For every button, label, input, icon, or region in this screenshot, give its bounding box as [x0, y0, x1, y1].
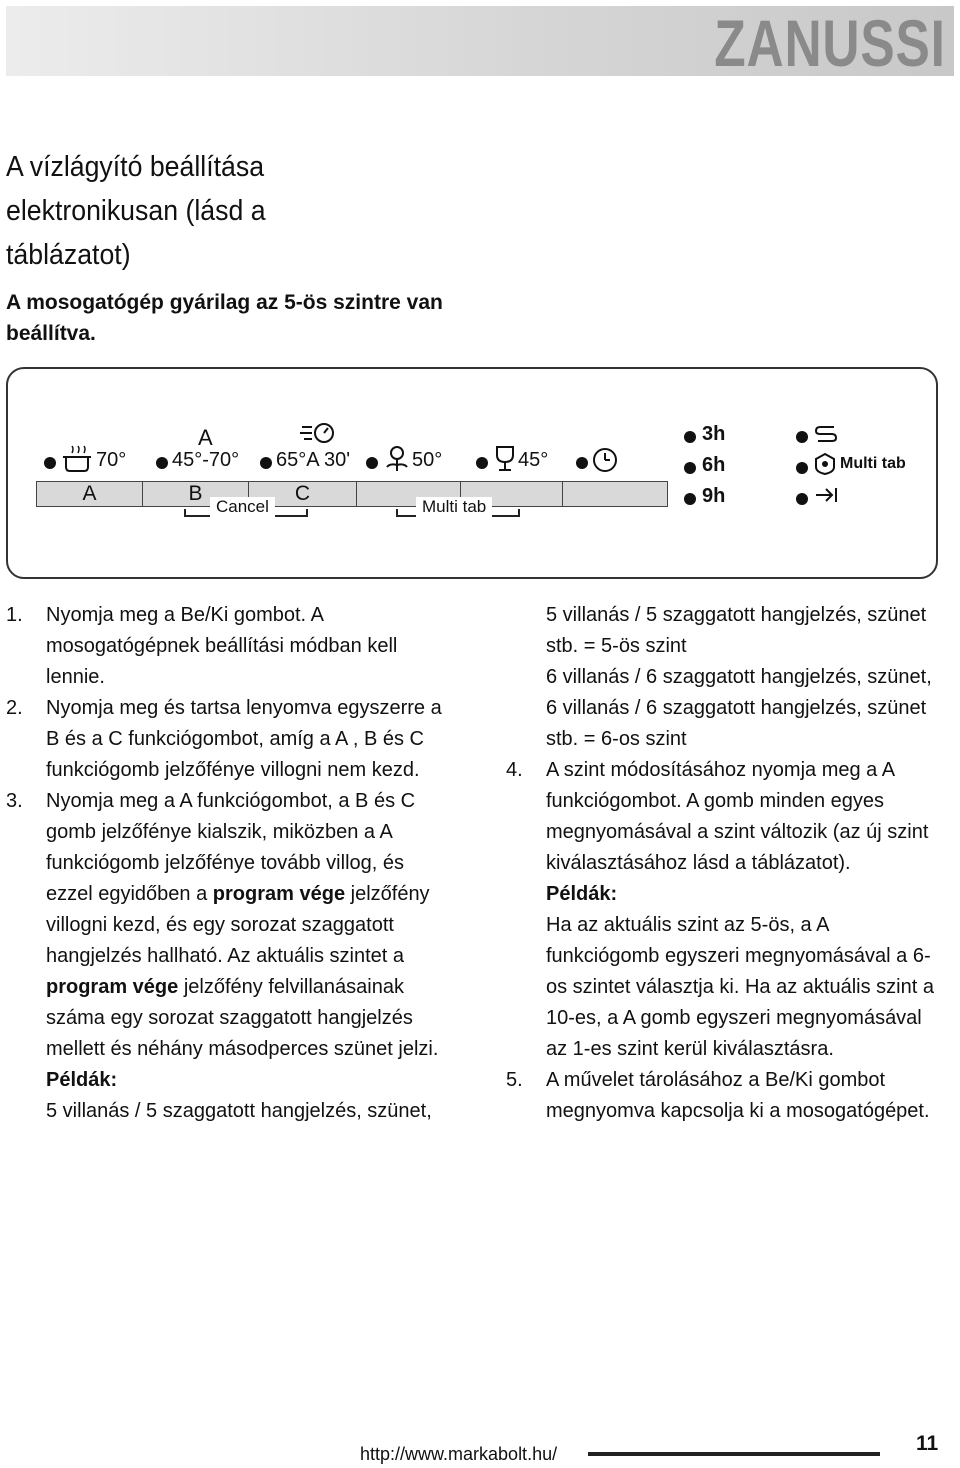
program-end-term: program vége: [212, 883, 346, 905]
temp-70-label: 70°: [96, 449, 127, 471]
list-number: 2.: [6, 697, 23, 719]
temp-65-30-label: 65°A 30': [276, 449, 351, 471]
function-button-a[interactable]: A: [37, 482, 143, 506]
list-item-text: A szint módosításához nyomja meg a A funkciógombot. A gomb minden egyes megnyomásával a szint változik (az új szint kiválasztásához lásd a táblázatot).: [546, 759, 929, 874]
right-column: [506, 600, 942, 1127]
indicator-dot: [684, 431, 696, 443]
list-item: [6, 786, 446, 1127]
multi-tab-icon: [814, 452, 836, 476]
multi-tab-indicator-label: Multi tab: [840, 455, 906, 472]
glass-icon: [494, 445, 516, 473]
letter-a-label: A: [198, 425, 213, 450]
list-item: [506, 1065, 942, 1127]
list-number: 3.: [6, 790, 23, 812]
program-end-term: program vége: [46, 976, 179, 998]
footer-url: http://www.markabolt.hu/: [360, 1444, 558, 1464]
list-item-text: Nyomja meg a Be/Ki gombot. A mosogatógépnek beállítási módban kell lennie.: [46, 604, 398, 688]
list-item-text: Nyomja meg és tartsa lenyomva egyszerre a B és a C funkciógombot, amíg a A , B és C funkciógomb jelzőfénye villogni nem kezd.: [46, 697, 442, 781]
end-of-programme-clock-icon: [592, 447, 618, 473]
left-column: [6, 600, 446, 1127]
indicator-dot: [156, 457, 168, 469]
list-number: 1.: [6, 604, 23, 626]
control-panel-diagram: [6, 367, 938, 579]
example-line: 5 villanás / 5 szaggatott hangjelzés, szünet,: [46, 1100, 432, 1122]
page-title: A vízlágyító beállítása elektronikusan (lásd a táblázatot): [6, 151, 266, 271]
example-continuation: 5 villanás / 5 szaggatott hangjelzés, szünet stb. = 5-ös szint: [546, 604, 927, 657]
indicator-dot: [684, 462, 696, 474]
list-item-text: [46, 786, 446, 1065]
list-item-text: A művelet tárolásához a Be/Ki gombot megnyomva kapcsolja ki a mosogatógépet.: [546, 1069, 930, 1122]
list-item: [6, 693, 446, 786]
multi-tab-bracket-label: Multi tab: [416, 497, 492, 517]
indicator-dot: [796, 493, 808, 505]
function-button-c[interactable]: C: [249, 482, 357, 506]
end-arrow-icon: [814, 485, 840, 505]
cancel-label: Cancel: [210, 497, 275, 517]
delay-3h-label: 3h: [702, 423, 726, 445]
indicator-dot: [796, 431, 808, 443]
indicator-dot: [576, 457, 588, 469]
text-segment: jelzőfény felvillanásainak száma egy sorozat szaggatott hangjelzés mellett és néhány másodperces szünet jelzi.: [46, 976, 439, 1060]
text-segment: Nyomja meg a A funkciógombot, a B és C gomb jelzőfénye kialszik, miközben a A funkciógomb jelzőfénye tovább villog, és ezzel egyidőben a: [46, 790, 416, 905]
examples-label: Példák:: [46, 1069, 118, 1091]
example-continuation: 6 villanás / 6 szaggatott hangjelzés, szünet, 6 villanás / 6 szaggatott hangjelzés, szünet stb. = 6-os szint: [546, 666, 932, 750]
examples-label: Példák:: [546, 883, 618, 905]
temp-45-70-label: 45°-70°: [172, 449, 240, 471]
indicator-dot: [366, 457, 378, 469]
salt-icon: [814, 423, 838, 445]
list-item: [6, 600, 446, 693]
list-number: 4.: [506, 759, 523, 781]
brand-logo: ZANUSSI: [714, 6, 946, 80]
examples-text: Ha az aktuális szint az 5-ös, a A funkciógomb egyszeri megnyomásával a 6-os szintet választja ki. Ha az aktuális szint a 10-es, a A gomb egyszeri megnyomásával az 1-es szint kerül kiválasztásra.: [546, 914, 934, 1060]
indicator-dot: [476, 457, 488, 469]
temp-50-label: 50°: [412, 449, 443, 471]
indicator-dot: [44, 457, 56, 469]
quick-wash-icon: [300, 421, 336, 445]
delay-9h-label: 9h: [702, 485, 726, 507]
temp-45-label: 45°: [518, 449, 549, 471]
delay-6h-label: 6h: [702, 454, 726, 476]
indicator-dot: [260, 457, 272, 469]
function-button-b[interactable]: B: [143, 482, 249, 506]
function-button-f[interactable]: [563, 482, 667, 506]
function-button-bar: [36, 481, 668, 507]
footer-rule: [588, 1452, 880, 1456]
eco-icon: [384, 445, 410, 473]
list-item: [506, 755, 942, 1065]
pot-icon: [62, 445, 92, 473]
page-subtitle: A mosogatógép gyárilag az 5-ös szintre van beállítva.: [6, 291, 443, 345]
page-number: 11: [916, 1432, 939, 1455]
list-number: 5.: [506, 1069, 523, 1091]
indicator-dot: [684, 493, 696, 505]
header-bar: [6, 6, 954, 80]
text-segment: jelzőfény villogni kezd, és egy sorozat szaggatott hangjelzés hallható. Az aktuális szintet a: [46, 883, 430, 967]
indicator-dot: [796, 462, 808, 474]
